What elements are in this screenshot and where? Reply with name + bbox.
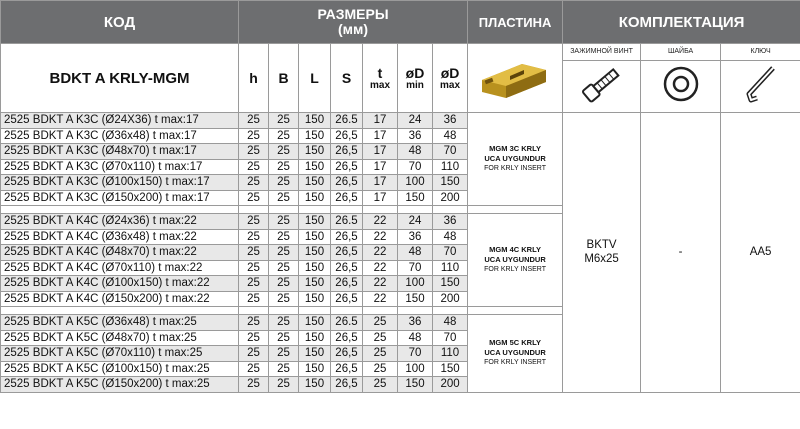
cell-L: 150 [299,361,331,377]
kit-key-cell [721,61,800,113]
kit-key-value: AA5 [721,113,800,393]
insert-text-line2: UCA UYGUNDUR [484,255,546,264]
cell-h: 25 [239,128,269,144]
cell-t: 22 [363,245,398,261]
cell-L: 150 [299,346,331,362]
cell-h: 25 [239,175,269,191]
insert-text-line2: UCA UYGUNDUR [484,154,546,163]
cell-L: 150 [299,229,331,245]
cell-code: 2525 BDKT A K5C (Ø100x150) t max:25 [1,361,239,377]
cell-t: 17 [363,159,398,175]
separator-cell [269,206,299,214]
cell-dmin: 24 [398,214,433,230]
cell-code: 2525 BDKT A K4C (Ø100x150) t max:22 [1,276,239,292]
cell-dmax: 48 [433,315,468,331]
cell-dmax: 48 [433,229,468,245]
cell-S: 26.5 [331,214,363,230]
cell-h: 25 [239,291,269,307]
cell-t: 22 [363,214,398,230]
cell-code: 2525 BDKT A K4C (Ø150x200) t max:22 [1,291,239,307]
cell-code: 2525 BDKT A K3C (Ø70x110) t max:17 [1,159,239,175]
cell-B: 25 [269,315,299,331]
cell-S: 26.5 [331,315,363,331]
cell-L: 150 [299,144,331,160]
cell-dmax: 110 [433,260,468,276]
cell-t: 17 [363,190,398,206]
col-od-max [433,44,468,113]
cell-dmin: 150 [398,291,433,307]
cell-dmin: 36 [398,315,433,331]
hex-key-icon [739,62,783,106]
cell-B: 25 [269,159,299,175]
cell-L: 150 [299,159,331,175]
cell-dmin: 100 [398,276,433,292]
cell-S: 26,5 [331,346,363,362]
separator-cell [299,206,331,214]
cell-dmin: 36 [398,229,433,245]
separator-cell [331,206,363,214]
cell-dmin: 100 [398,361,433,377]
cell-h: 25 [239,229,269,245]
grooving-insert-image [476,50,554,102]
cell-B: 25 [269,377,299,393]
separator-cell [363,307,398,315]
cell-S: 26,5 [331,159,363,175]
insert-text-line3: FOR KRLY INSERT [484,266,546,273]
cell-L: 150 [299,377,331,393]
cell-L: 150 [299,113,331,129]
cell-t: 17 [363,128,398,144]
separator-cell [468,307,563,315]
kit-key-label: КЛЮЧ [721,44,800,61]
cell-t: 22 [363,229,398,245]
col-t-label: t [377,65,383,81]
cell-h: 25 [239,190,269,206]
cell-t: 22 [363,291,398,307]
col-S: S [331,44,363,113]
cell-dmin: 150 [398,377,433,393]
cell-S: 26,5 [331,330,363,346]
separator-cell [239,307,269,315]
kit-washer-value: - [641,113,721,393]
cell-h: 25 [239,245,269,261]
cell-h: 25 [239,159,269,175]
cell-dmax: 36 [433,214,468,230]
cell-S: 26,5 [331,276,363,292]
cell-B: 25 [269,346,299,362]
col-h: h [239,44,269,113]
cell-B: 25 [269,214,299,230]
washer-icon [661,64,701,104]
kit-screw-label: ЗАЖИМНОЙ ВИНТ [563,44,641,61]
header-insert: ПЛАСТИНА [468,1,563,44]
header-dimensions [239,1,468,44]
separator-cell [239,206,269,214]
col-od-min [398,44,433,113]
cell-code: 2525 BDKT A K4C (Ø36x48) t max:22 [1,229,239,245]
cell-dmax: 110 [433,346,468,362]
col-t-sub: max [369,80,390,91]
cell-t: 17 [363,113,398,129]
cell-code: 2525 BDKT A K4C (Ø48x70) t max:22 [1,245,239,261]
separator-cell [299,307,331,315]
cell-dmin: 48 [398,245,433,261]
cell-t: 25 [363,346,398,362]
cell-L: 150 [299,245,331,261]
cell-B: 25 [269,128,299,144]
insert-text-line2: UCA UYGUNDUR [484,348,546,358]
screw-icon [577,62,627,106]
cell-t: 25 [363,315,398,331]
cell-dmin: 100 [398,175,433,191]
kit-washer-label: ШАЙБА [641,44,721,61]
separator-cell [1,307,239,315]
header-code: КОД [1,1,239,44]
cell-h: 25 [239,377,269,393]
cell-L: 150 [299,260,331,276]
cell-S: 26,5 [331,175,363,191]
separator-cell [433,206,468,214]
cell-dmax: 200 [433,377,468,393]
cell-dmin: 70 [398,159,433,175]
cell-h: 25 [239,330,269,346]
cell-dmin: 150 [398,190,433,206]
header-dimensions-unit: (мм) [338,21,369,37]
cell-S: 26,5 [331,291,363,307]
cell-dmax: 70 [433,245,468,261]
cell-S: 26,5 [331,190,363,206]
cell-dmax: 200 [433,291,468,307]
insert-text-line1: MGM 5C KRLY [489,338,541,348]
cell-dmin: 24 [398,113,433,129]
separator-cell [398,307,433,315]
cell-B: 25 [269,113,299,129]
cell-h: 25 [239,260,269,276]
cell-S: 26,5 [331,229,363,245]
insert-text-line3: FOR KRLY INSERT [484,165,546,172]
cell-t: 17 [363,175,398,191]
cell-code: 2525 BDKT A K4C (Ø24x36) t max:22 [1,214,239,230]
kit-screw-cell [563,61,641,113]
cell-dmax: 110 [433,159,468,175]
col-od-max-label: øD [440,65,460,81]
cell-h: 25 [239,144,269,160]
cell-L: 150 [299,276,331,292]
cell-code: 2525 BDKT A K5C (Ø70x110) t max:25 [1,346,239,362]
insert-compatibility [468,315,563,393]
table-row [1,113,800,129]
col-od-min-label: øD [405,65,425,81]
cell-B: 25 [269,361,299,377]
cell-S: 26,5 [331,128,363,144]
cell-code: 2525 BDKT A K4C (Ø70x110) t max:22 [1,260,239,276]
cell-dmax: 70 [433,330,468,346]
header-dimensions-label: РАЗМЕРЫ [317,6,389,22]
separator-cell [269,307,299,315]
col-od-min-sub: min [406,80,424,91]
cell-B: 25 [269,291,299,307]
cell-code: 2525 BDKT A K3C (Ø48x70) t max:17 [1,144,239,160]
cell-dmin: 48 [398,330,433,346]
cell-t: 25 [363,361,398,377]
cell-B: 25 [269,229,299,245]
cell-L: 150 [299,190,331,206]
cell-code: 2525 BDKT A K5C (Ø150x200) t max:25 [1,377,239,393]
cell-h: 25 [239,361,269,377]
kit-screw-value [563,113,641,393]
cell-h: 25 [239,276,269,292]
cell-t: 22 [363,276,398,292]
cell-L: 150 [299,214,331,230]
cell-code: 2525 BDKT A K3C (Ø150x200) t max:17 [1,190,239,206]
cell-L: 150 [299,330,331,346]
separator-cell [1,206,239,214]
cell-B: 25 [269,260,299,276]
cell-code: 2525 BDKT A K3C (Ø100x150) t max:17 [1,175,239,191]
cell-S: 26,5 [331,144,363,160]
insert-compatibility [468,113,563,206]
cell-dmax: 200 [433,190,468,206]
cell-S: 26,5 [331,260,363,276]
cell-S: 26,5 [331,377,363,393]
separator-cell [331,307,363,315]
insert-text-line3: FOR KRLY INSERT [484,359,546,367]
kit-screw-line1: BKTV [586,239,617,252]
cell-dmin: 70 [398,260,433,276]
cell-dmax: 36 [433,113,468,129]
cell-h: 25 [239,113,269,129]
cell-code: 2525 BDKT A K5C (Ø36x48) t max:25 [1,315,239,331]
separator-cell [468,206,563,214]
cell-t: 17 [363,144,398,160]
cell-code: 2525 BDKT A K5C (Ø48x70) t max:25 [1,330,239,346]
cell-h: 25 [239,346,269,362]
separator-cell [433,307,468,315]
cell-code: 2525 BDKT A K3C (Ø36x48) t max:17 [1,128,239,144]
insert-text-line1: MGM 4C KRLY [489,245,541,254]
separator-cell [398,206,433,214]
cell-h: 25 [239,214,269,230]
cell-S: 26,5 [331,361,363,377]
tool-name: BDKT A KRLY-MGM [1,44,239,113]
cell-L: 150 [299,291,331,307]
cell-dmax: 48 [433,128,468,144]
cell-dmax: 70 [433,144,468,160]
cell-h: 25 [239,315,269,331]
cell-code: 2525 BDKT A K3C (Ø24X36) t max:17 [1,113,239,129]
cell-L: 150 [299,175,331,191]
insert-text-line1: MGM 3C KRLY [489,144,541,153]
insert-compatibility [468,214,563,307]
separator-cell [363,206,398,214]
insert-image [468,44,563,113]
col-od-max-sub: max [440,80,461,91]
cell-dmax: 150 [433,361,468,377]
cell-dmax: 150 [433,276,468,292]
cell-B: 25 [269,330,299,346]
cell-t: 25 [363,377,398,393]
cell-t: 25 [363,330,398,346]
cell-t: 22 [363,260,398,276]
kit-washer-cell [641,61,721,113]
cell-L: 150 [299,128,331,144]
cell-B: 25 [269,245,299,261]
cell-B: 25 [269,276,299,292]
kit-screw-line2: M6x25 [584,253,619,266]
col-t [363,44,398,113]
col-L: L [299,44,331,113]
cell-dmin: 70 [398,346,433,362]
cell-S: 26.5 [331,113,363,129]
cell-dmax: 150 [433,175,468,191]
cell-S: 26,5 [331,245,363,261]
cell-dmin: 48 [398,144,433,160]
col-B: B [269,44,299,113]
cell-B: 25 [269,144,299,160]
cell-L: 150 [299,315,331,331]
cell-B: 25 [269,175,299,191]
cell-dmin: 36 [398,128,433,144]
cell-B: 25 [269,190,299,206]
header-kit: КОМПЛЕКТАЦИЯ [563,1,800,44]
